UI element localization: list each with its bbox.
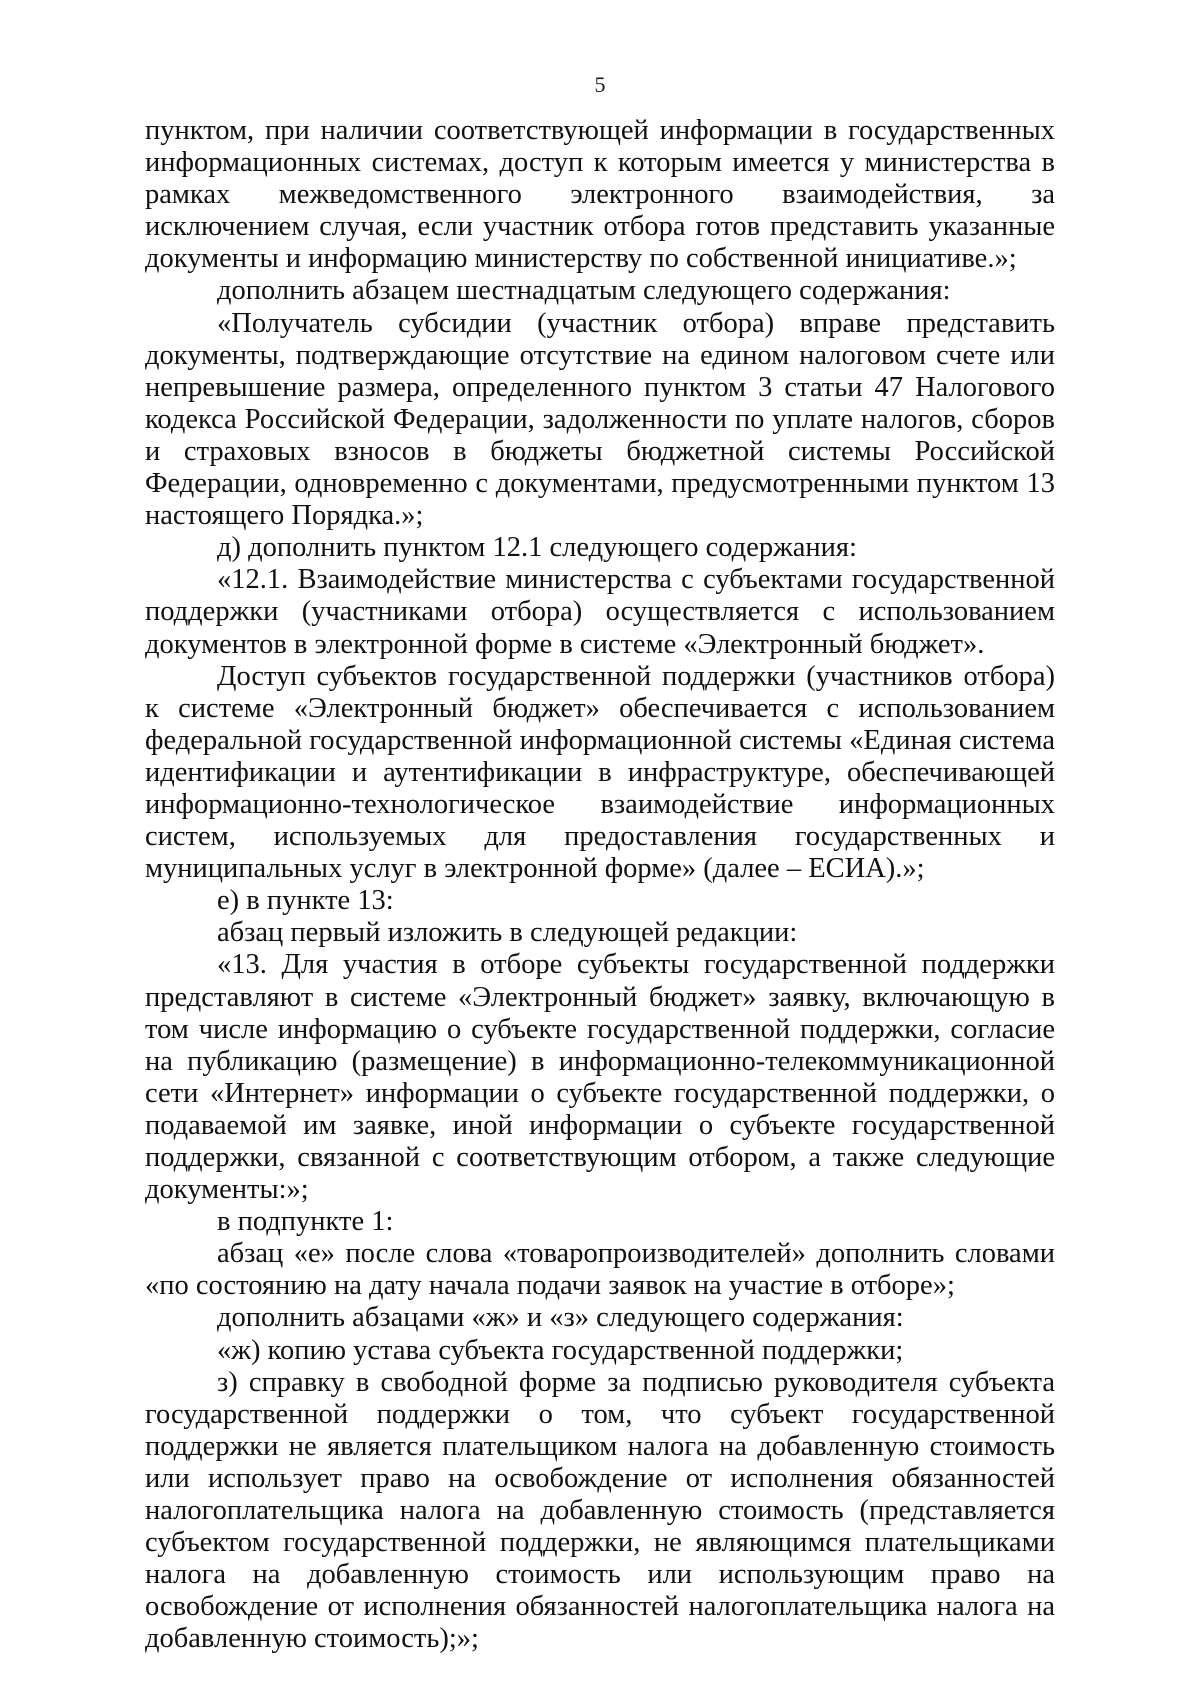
paragraph-6: Доступ субъектов государственной поддержки (участников отбора) к системе «Электронный бюджет» обеспечивается с использованием федеральной государственной информационной системы «Единая система идентификации и аутентификации в инфраструктуре, обеспечивающей информационно-технологическое взаимодействие информационных систем, используемых для предоставления государственных и муниципальных услуг в электронной форме» (далее – ЕСИА).»; — [145, 660, 1055, 885]
paragraph-4: д) дополнить пунктом 12.1 следующего содержания: — [217, 532, 857, 564]
paragraph-14: з) справку в свободной форме за подписью руководителя субъекта государственной поддержки о том, что субъект государственной поддержки не является плательщиком налога на добавленную стоимость или использует право на освобождение от исполнения обязанностей налогоплательщика налога на добавленную стоимость (представляется субъектом государственной поддержки, не являющимся плательщиками налога на добавленную стоимость или использующим право на освобождение от исполнения обязанностей налогоплательщика налога на добавленную стоимость);»; — [145, 1366, 1055, 1655]
paragraph-3: «Получатель субсидии (участник отбора) вправе представить документы, подтверждающие отсутствие на едином налоговом счете или непревышение размера, определенного пунктом 3 статьи 47 Налогового кодекса Российской Федерации, задолженности по уплате налогов, сборов и страховых взносов в бюджеты бюджетной системы Российской Федерации, одновременно с документами, предусмотренными пунктом 13 настоящего Порядка.»; — [145, 307, 1055, 532]
page-number: 5 — [594, 72, 606, 97]
paragraph-5: «12.1. Взаимодействие министерства с субъектами государственной поддержки (участниками отбора) осуществляется с использованием документов в электронной форме в системе «Электронный бюджет». — [145, 564, 1055, 660]
paragraph-8: абзац первый изложить в следующей редакции: — [217, 917, 798, 949]
paragraph-12: дополнить абзацами «ж» и «з» следующего содержания: — [217, 1302, 904, 1334]
paragraph-1: пунктом, при наличии соответствующей информации в государственных информационных системах, доступ к которым имеется у министерства в рамках межведомственного электронного взаимодействия, за исключением случая, если участник отбора готов представить указанные документы и информацию министерству по собственной инициативе.»; — [145, 115, 1055, 275]
paragraph-11: абзац «е» после слова «товаропроизводителей» дополнить словами «по состоянию на дату начала подачи заявок на участие в отборе»; — [145, 1238, 1055, 1302]
paragraph-9: «13. Для участия в отборе субъекты государственной поддержки представляют в системе «Электронный бюджет» заявку, включающую в том числе информацию о субъекте государственной поддержки, согласие на публикацию (размещение) в информационно-телекоммуникационной сети «Интернет» информации о субъекте государственной поддержки, о подаваемой им заявке, иной информации о субъекте государственной поддержки, связанной с соответствующим отбором, а также следующие документы:»; — [145, 949, 1055, 1206]
paragraph-10: в подпункте 1: — [217, 1206, 394, 1238]
document-body — [145, 115, 1055, 1656]
paragraph-7: е) в пункте 13: — [217, 885, 394, 917]
paragraph-2: дополнить абзацем шестнадцатым следующего содержания: — [217, 275, 951, 307]
paragraph-13: «ж) копию устава субъекта государственной поддержки; — [217, 1334, 904, 1366]
